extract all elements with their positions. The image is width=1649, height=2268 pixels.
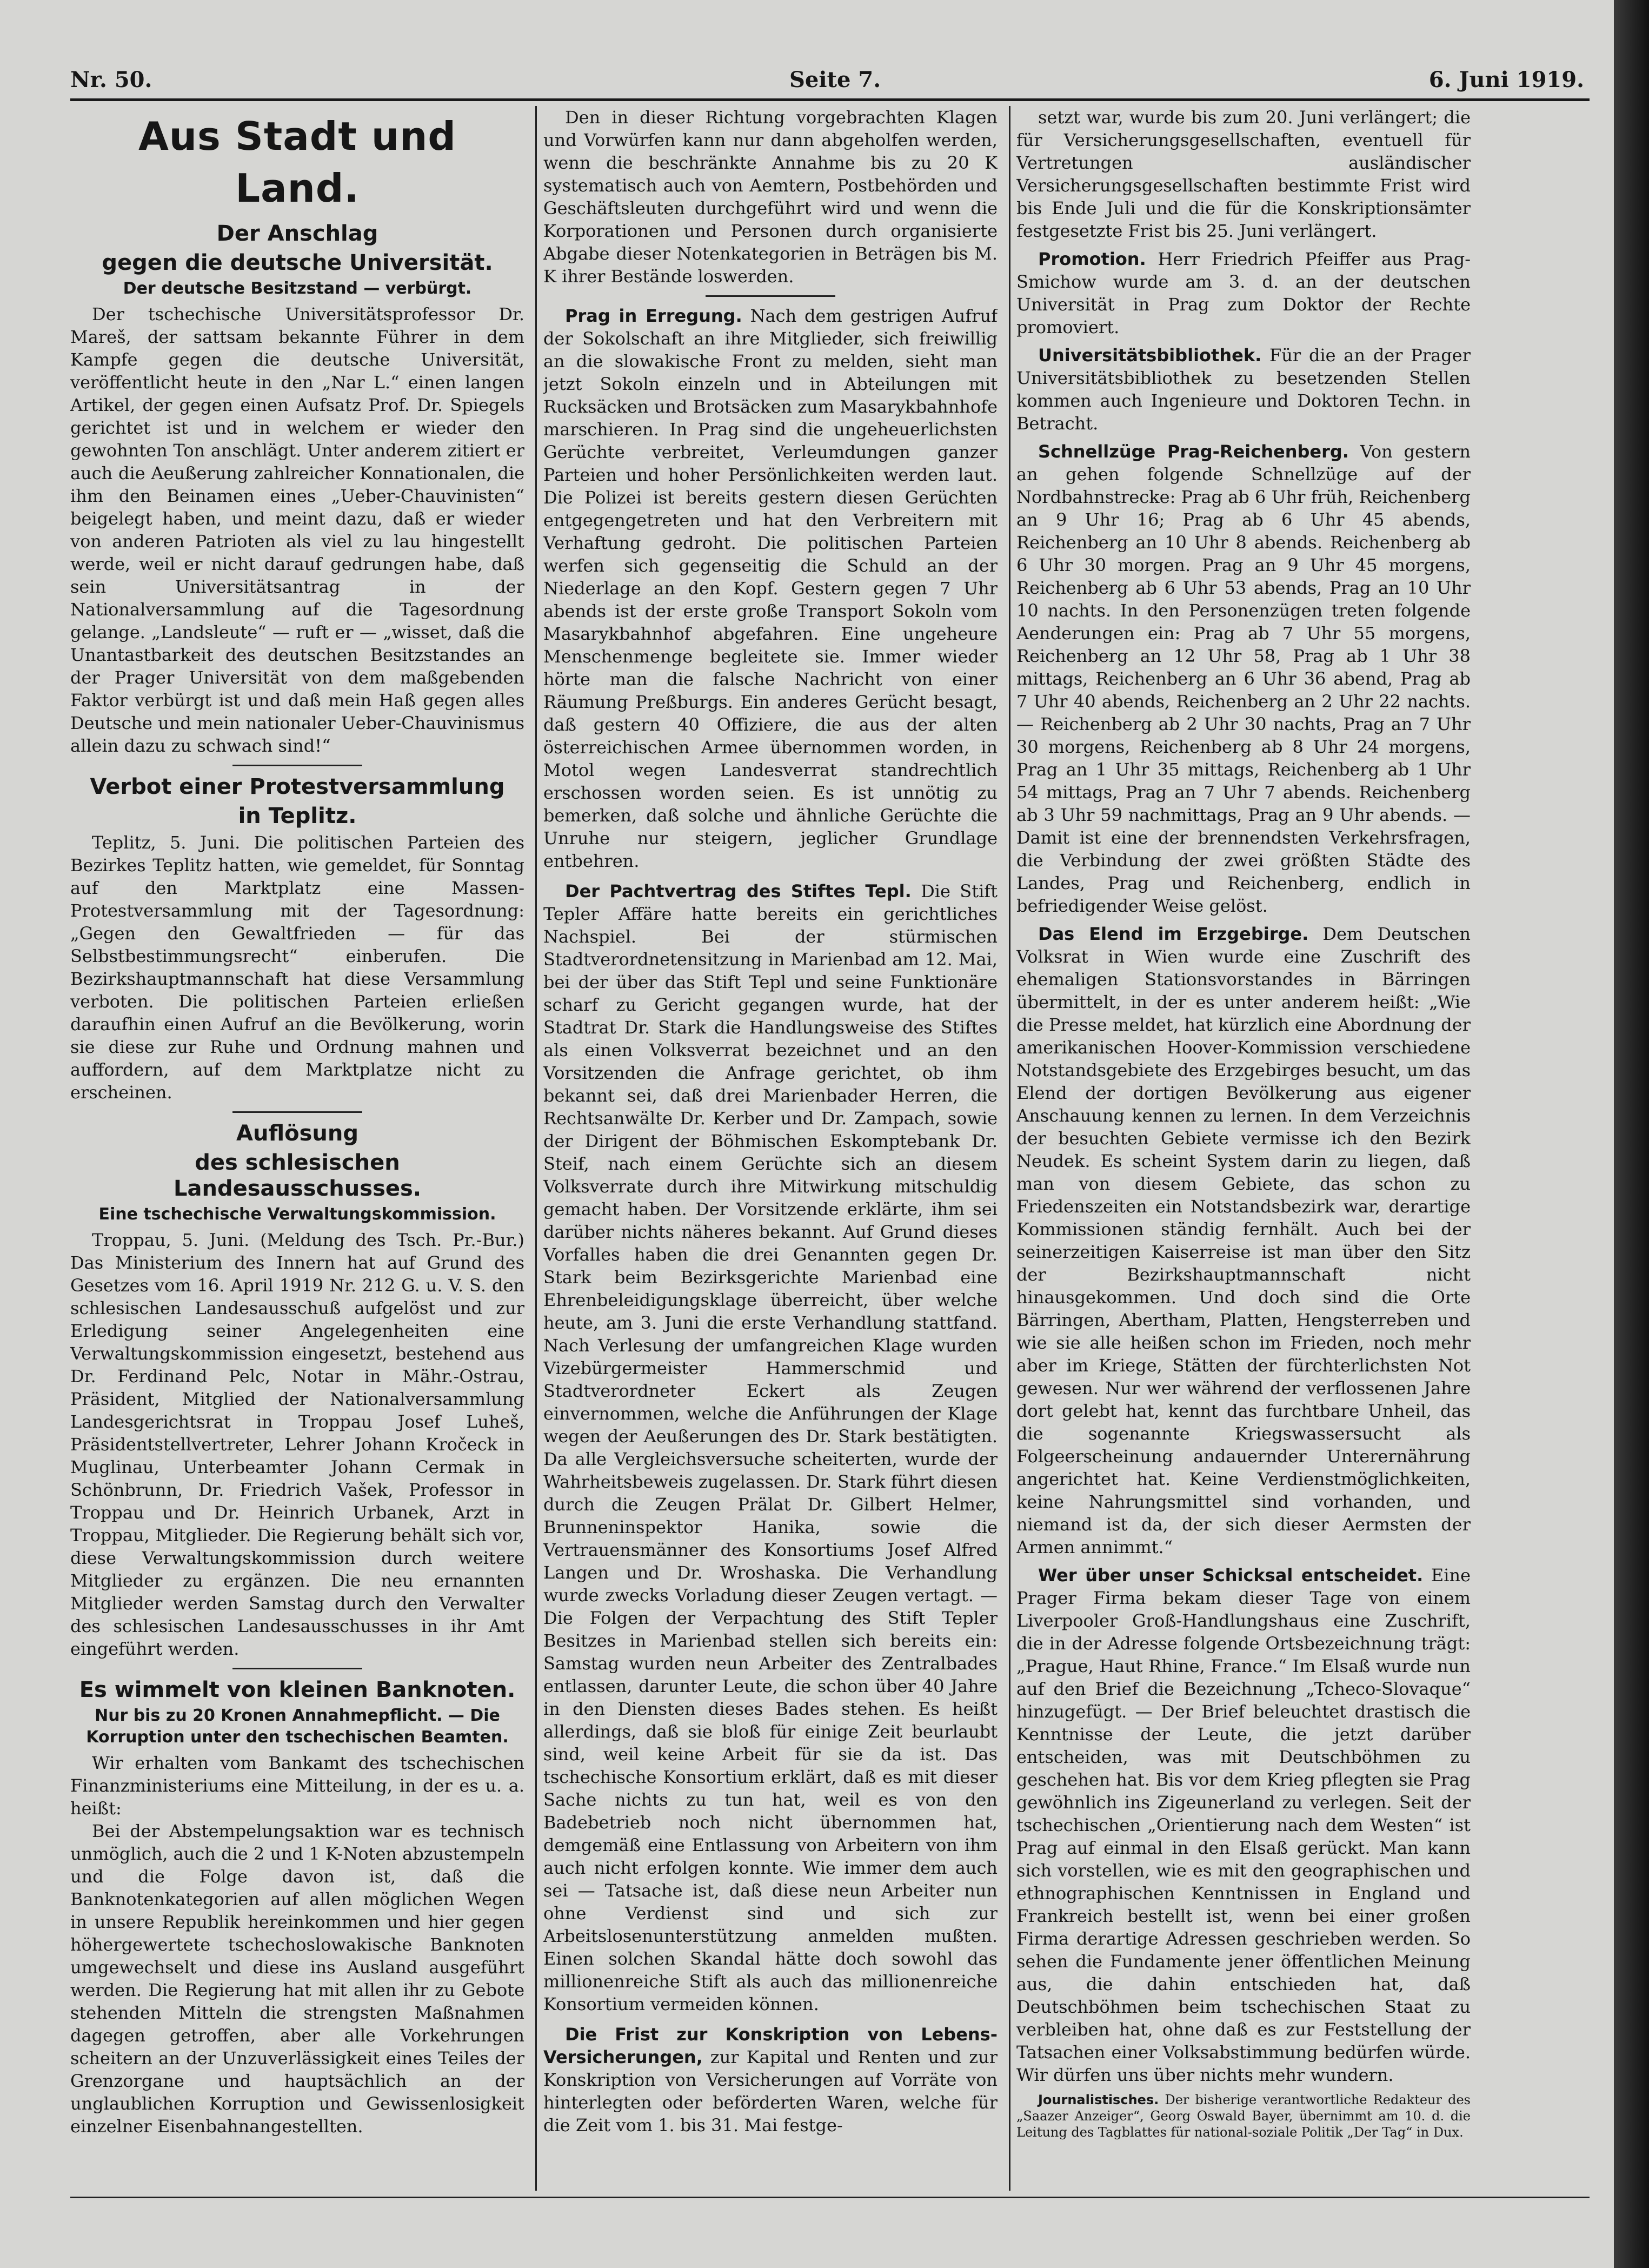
article-headline: Es wimmelt von kleinen Banknoten. <box>79 1677 516 1702</box>
issue-number: Nr. 50. <box>70 67 152 92</box>
news-item <box>543 2023 998 2137</box>
article-body: Bei der Abstempelungsaktion war es technisch unmöglich, auch die 2 und 1 K-Noten abzustempeln und die Folge davon ist, daß die Banknotenkategorien auf allen möglichen Wegen in unsere Republik hereinkommen und hier gegen höhergewertete tschechoslowakische Banknoten umgewechselt und diese ins Ausland ausgeführt werden. Die Regierung hat mit allen ihr zu Gebote stehenden Mitteln die strengsten Maßnahmen dagegen getroffen, aber alle Vorkehrungen scheitern an der Unzuverlässigkeit eines Teiles der Grenzorgane und hauptsächlich an der unglaublichen Korruption und Gewissenlosigkeit einzelner Eisenbahnangestellten. <box>70 1821 524 2137</box>
article-subheadline: Der deutsche Besitzstand — verbürgt. <box>123 279 472 298</box>
article-body: Troppau, 5. Juni. (Meldung des Tsch. Pr.-Bur.) Das Ministerium des Innern hat auf Grund des Gesetzes vom 16. April 1919 Nr. 212 G. u. V. S. den schlesischen Landesausschuß aufgelöst und zur Erledigung seiner Angelegenheiten eine Verwaltungskommission eingesetzt, bestehend aus Dr. Ferdinand Pelc, Notar in Mähr.-Ostrau, Präsident, Mitglied der Nationalversammlung Landesgerichtsrat in Troppau Josef Luheš, Präsidentstellvertreter, Lehrer Johann Kročeck in Muglinau, Unterbeamter Johann Cermak in Schönbrunn, Dr. Friedrich Vašek, Professor in Troppau und Dr. Heinrich Urbanek, Arzt in Troppau, Mitglieder. Die Regierung behält sich vor, diese Verwaltungskommission durch weitere Mitglieder zu ergänzen. Die neu ernannten Mitglieder werden Samstag durch den Verwalter des schlesischen Landesausschusses in ihr Amt eingeführt werden. <box>70 1230 524 1659</box>
column-3 <box>1016 106 1471 2191</box>
article-headline: Verbot einer Protestversammlung <box>90 774 505 799</box>
article-headline: in Teplitz. <box>238 804 357 828</box>
news-item-lead: Wer über unser Schicksal entscheidet. <box>1038 1565 1424 1586</box>
page-header <box>70 61 1590 98</box>
news-item <box>1016 923 1471 1559</box>
news-item-text: Für die an der Prager Universitätsbibliothek zu besetzenden Stellen kommen auch Ingenieure und Doktoren Techn. in Betracht. <box>1016 345 1471 434</box>
news-item-text: Herr Friedrich Pfeiffer aus Prag-Smichow wurde am 3. d. an der deutschen Universität in Prag zum Doktor der Rechte promoviert. <box>1016 249 1471 337</box>
news-item-lead: Der Pachtvertrag des Stiftes Tepl. <box>565 881 912 901</box>
news-item-text: Eine Prager Firma bekam dieser Tage von einem Liverpooler Groß-Handlungshaus eine Zuschrift, die in der Adresse folgende Ortsbezeichnung trägt: „Prague, Haut Rhine, France.“ Im Elsaß wurde nun auf den Brief die Bezeichnung „Tcheco-Slovaque“ hinzugefügt. — Der Brief beleuchtet drastisch die Kenntnisse der Leute, die jetzt darüber entscheiden, was mit Deutschböhmen zu geschehen hat. Bis vor dem Krieg pflegten sie Prag gewöhnlich ins Zigeunerland zu verlegen. Seit der tschechischen „Orientierung nach dem Westen“ ist Prag auf einmal in den Elsaß gerückt. Man kann sich vorstellen, wie es mit den geographischen und ethnographischen Kenntnissen in England und Frankreich bestellt ist, wenn bei einer großen Firma derartige Adressen geschrieben werden. So sehen die Fundamente jener öffentlichen Meinung aus, die dahin entschieden hat, daß Deutschböhmen beim tschechischen Staat zu verbleiben hat, ohne daß es zur Feststellung der Tatsachen einer Volksabstimmung bedürfen würde. Wir dürfen uns über nichts mehr wundern. <box>1016 1565 1471 2085</box>
article-body: Den in dieser Richtung vorgebrachten Klagen und Vorwürfen kann nur dann abgeholfen werden, wenn die beschränkte Annahme bis zu 20 K systematisch auch von Aemtern, Postbehörden und Geschäftsleuten durchgeführt wird und wenn die Korporationen und Personen durch organisierte Abgabe dieser Notenkategorien in Beträgen bis M. K ihrer Bestände loswerden. <box>543 107 998 287</box>
news-item <box>1016 2092 1471 2140</box>
news-item-lead: Schnellzüge Prag-Reichenberg. <box>1038 441 1349 462</box>
news-item-text: Nach dem gestrigen Aufruf der Sokolschaft an ihre Mitglieder, sich freiwillig an die slowakische Front zu melden, sieht man jetzt Sokoln einzeln und in Abteilungen mit Rucksäcken und Brotsäcken zum Masarykbahnhofe marschieren. In Prag sind die ungeheuerlichsten Gerüchte verbreitet, Verleumdungen ganzer Parteien und hoher Persönlichkeiten werden laut. Die Polizei ist bereits gestern diesen Gerüchten entgegengetreten und hat den Verbreitern mit Verhaftung gedroht. Die politischen Parteien werfen sich gegenseitig die Schuld an der Niederlage an den Kopf. Gestern gegen 7 Uhr abends ist der erste große Transport Sokoln vom Masarykbahnhof abgefahren. Eine ungeheure Menschenmenge begleitete sie. Immer wieder hörte man die falsche Nachricht von einer Räumung Preßburgs. Ein anderes Gerücht besagt, daß gestern 40 Offiziere, die aus der alten österreichischen Armee übernommen worden, in Motol wegen Landesverrat standrechtlich erschossen worden seien. Es ist unnötig zu bemerken, daß solche und ähnliche Gerüchte die Unruhe nur steigern, jeglicher Grundlage entbehren. <box>543 306 998 871</box>
news-item <box>543 304 998 872</box>
news-item-text: Dem Deutschen Volksrat in Wien wurde eine Zuschrift des ehemaligen Stationsvorstandes in Bärringen übermittelt, in der es unter anderem heißt: „Wie die Presse meldet, hat kürzlich eine Abordnung der amerikanischen Hoover-Kommission verschiedene Notstandsgebiete des Erzgebirges besucht, um das Elend der dortigen Bevölkerung aus eigener Anschauung kennen zu lernen. In dem Verzeichnis der besuchten Gebiete vermisse ich den Bezirk Neudek. Es scheint System darin zu liegen, daß man von diesem Gebiete, das schon zu Friedenszeiten ein Notstandsbezirk war, derartige Kommissionen ständig fernhält. Auch bei der seinerzeitigen Kaiserreise ist man über den Sitz der Bezirkshauptmannschaft nicht hinausgekommen. Und doch sind die Orte Bärringen, Abertham, Platten, Hengsterreben und wie sie alle heißen schon im Frieden, noch mehr aber im Kriege, Stätten der fürchterlichsten Not gewesen. Nur wer während der verflossenen Jahre dort gelebt hat, kennt das furchtbare Unheil, das die sogenannte Kriegswassersucht als Folgeerscheinung andauernder Unterernährung angerichtet hat. Keine Verdienstmöglichkeiten, keine Nahrungsmittel sind vorhanden, und niemand ist da, der sich dieser Aermsten der Armen annimmt.“ <box>1016 924 1471 1557</box>
news-item-text: Der bisherige verantwortliche Redakteur des „Saazer Anzeiger“, Georg Oswald Bayer, übernimmt am 10. d. die Leitung des Tagblattes für national-soziale Politik „Der Tag“ in Dux. <box>1016 2092 1471 2140</box>
article-headline: gegen die deutsche Universität. <box>102 250 493 275</box>
section-title: Aus Stadt und Land. <box>138 114 456 211</box>
news-item-lead: Prag in Erregung. <box>565 306 742 326</box>
footer-rule <box>70 2197 1590 2198</box>
news-item <box>1016 248 1471 339</box>
page-number: Seite 7. <box>789 67 881 92</box>
article-headline: Der Anschlag <box>216 221 378 246</box>
news-item-text: zur Kapital und Renten und zur Konskription von Versicherungen auf Vorräte von hinterlegten oder beförderten Waren, welche für die Zeit vom 1. bis 31. Mai festge- <box>543 2047 998 2136</box>
news-item-lead: Promotion. <box>1038 249 1146 269</box>
article-body: Der tschechische Universitätsprofessor Dr. Mareš, der sattsam bekannte Führer in dem Kampfe gegen die deutsche Universität, veröffentlicht heute in den „Nar L.“ einen langen Artikel, der gegen einen Aufsatz Prof. Dr. Spiegels gerichtet ist und in welchem er wieder den gewohnten Ton anschlägt. Unter anderem zitiert er auch die Aeußerung zahlreicher Konnationalen, die ihm den Beinamen eines „Ueber-Chauvinisten“ beigelegt haben, und meint dazu, daß er wieder von anderen Patrioten als viel zu lau hingestellt werde, weil er nicht darauf gedrungen habe, daß sein Universitätsantrag in der Nationalversammlung auf die Tagesordnung gelange. „Landsleute“ — ruft er — „wisset, daß die Unantastbarkeit des deutschen Besitzstandes an der Prager Universität von dem maßgebenden Faktor verbürgt ist und daß mein Haß gegen alles Deutsche und mein nationaler Ueber-Chauvinismus allein dazu zu schwach sind!“ <box>70 304 524 756</box>
header-rule <box>70 98 1590 101</box>
news-item-lead: Die Frist zur Konskription von Lebens-Versicherungen, <box>543 2024 998 2067</box>
news-item-text: Von gestern an gehen folgende Schnellzüge auf der Nordbahnstrecke: Prag ab 6 Uhr früh, Reichenberg an 9 Uhr 16; Prag ab 6 Uhr 45 abends, Reichenberg an 10 Uhr 8 abends. Reichenberg ab 6 Uhr 30 morgen. Prag an 9 Uhr 45 morgens, Reichenberg ab 6 Uhr 53 abends, Prag an 10 Uhr 10 nachts. In den Personenzügen treten folgende Aenderungen ein: Prag ab 7 Uhr 55 morgens, Reichenberg an 12 Uhr 58, Prag ab 1 Uhr 38 mittags, Reichenberg an 6 Uhr 36 abend, Prag ab 7 Uhr 40 abends, Reichenberg an 2 Uhr 22 nachts. — Reichenberg ab 2 Uhr 30 nachts, Prag an 7 Uhr 30 morgens, Reichenberg ab 8 Uhr 24 morgens, Prag an 1 Uhr 35 mittags, Reichenberg ab 1 Uhr 54 mittags, Prag an 7 Uhr 7 abends. Reichenberg ab 3 Uhr 59 nachmittags, Prag an 9 Uhr abends. — Damit ist eine der brennendsten Verkehrsfragen, die Verbindung der zwei größten Städte des Landes, Prag und Reichenberg, endlich in befriedigender Weise gelöst. <box>1016 441 1471 916</box>
article-subheadline: Eine tschechische Verwaltungskommission. <box>98 1205 496 1224</box>
article-headline: des schlesischen Landesausschusses. <box>173 1150 422 1201</box>
issue-date: 6. Juni 1919. <box>1428 67 1584 92</box>
article-divider <box>706 295 835 297</box>
column-2 <box>543 106 998 2191</box>
news-item-text: Die Stift Tepler Affäre hatte bereits ein gerichtliches Nachspiel. Bei der stürmischen Stadtverordnetensitzung in Marienbad am 12. Mai, bei der über das Stift Tepl und seine Funktionäre scharf zu Gericht gegangen wurde, hat der Stadtrat Dr. Stark die Handlungsweise des Stiftes als einen Volksverrat bezeichnet und an den Vorsitzenden die Anfrage gerichtet, ob ihm bekannt sei, daß drei Marienbader Herren, die Rechtsanwälte Dr. Kerber und Dr. Zampach, sowie der Dirigent der Böhmischen Eskomptebank Dr. Steif, nach einem Gerüchte sich an diesem Volksverrate durch ihre Mitwirkung mitschuldig gemacht haben. Der Vorsitzende erklärte, ihm sei darüber nichts näheres bekannt. Auf Grund dieses Vorfalles haben die drei Genannten gegen Dr. Stark beim Bezirksgerichte Marienbad eine Ehrenbeleidigungsklage überreicht, über welche heute, am 3. Juni die erste Verhandlung stattfand. Nach Verlesung der umfangreichen Klage wurden Vizebürgermeister Hammerschmid und Stadtverordneter Eckert als Zeugen einvernommen, welche die Anführungen der Klage wegen der Aeußerungen des Dr. Stark bestätigten. Da alle Vergleichsversuche scheiterten, wurde der Wahrheitsbeweis zugelassen. Dr. Stark führt diesen durch die Zeugen Prälat Dr. Gilbert Helmer, Brunneninspektor Hanika, sowie die Vertrauensmänner des Konsortiums Josef Alfred Langen und Dr. Wroshaska. Die Verhandlung wurde zwecks Vorladung dieser Zeugen vertagt. — Die Folgen der Verpachtung des Stift Tepler Besitzes in Marienbad stellen sich bereits ein: Samstag wurden neun Arbeiter des Zentralbades entlassen, darunter Leute, die schon über 40 Jahre in den Diensten dieses Bades stehen. Es heißt allerdings, daß sie bloß für einige Zeit beurlaubt sind, weil keine Arbeit für sie da ist. Das tschechische Konsortium erklärt, daß es mit dieser Sache nichts zu tun hat, weil es von den Badebetrieb noch nicht übernommen hat, demgemäß eine Entlassung von Arbeitern von ihm auch nicht erfolgen konnte. Wie immer dem auch sei — Tatsache ist, daß diese neun Arbeiter nun ohne Verdienst sind und sich zur Arbeitslosenunterstützung anmelden mußten. Einen solchen Skandal hätte doch sowohl das millionenreiche Stift als auch das millionenreiche Konsortium vermeiden können. <box>543 881 998 2014</box>
article-divider <box>232 1668 362 1669</box>
article-divider <box>232 1111 362 1113</box>
news-item-lead: Journalistisches. <box>1038 2092 1159 2107</box>
column-1 <box>70 106 524 2191</box>
news-item <box>1016 440 1471 917</box>
news-item-lead: Universitätsbibliothek. <box>1038 345 1262 366</box>
news-item-lead: Das Elend im Erzgebirge. <box>1038 924 1309 944</box>
page-edge-shadow <box>1614 0 1649 2268</box>
column-divider <box>535 106 537 2191</box>
article-subheadline: Nur bis zu 20 Kronen Annahmepflicht. — Die Korruption unter den tschechischen Beamten. <box>86 1706 509 1747</box>
column-divider <box>1009 106 1010 2191</box>
news-item <box>543 880 998 2015</box>
article-body: setzt war, wurde bis zum 20. Juni verlängert; die für Versicherungsgesellschaften, eventuell für Vertretungen ausländischer Versicherungsgesellschaften bestimmte Frist wird bis Ende Juli und die für die Konskriptionsämter festgesetzte Frist bis 25. Juni verlängert. <box>1016 107 1471 241</box>
news-item <box>1016 344 1471 435</box>
article-body: Wir erhalten vom Bankamt des tschechischen Finanzministeriums eine Mitteilung, in der es u. a. heißt: <box>70 1753 524 1819</box>
article-divider <box>232 765 362 766</box>
article-body: Teplitz, 5. Juni. Die politischen Parteien des Bezirkes Teplitz hatten, wie gemeldet, für Sonntag auf den Marktplatz eine Massen-Protestversammlung mit der Tagesordnung: „Gegen den Gewaltfrieden — für das Selbstbestimmungsrecht“ einberufen. Die Bezirkshauptmannschaft hat diese Versammlung verboten. Die politischen Parteien erließen daraufhin einen Aufruf an die Bevölkerung, worin sie diese zur Ruhe und Ordnung mahnen und auffordern, auf dem Marktplatze nicht zu erscheinen. <box>70 832 524 1103</box>
article-headline: Auflösung <box>236 1121 358 1146</box>
news-item <box>1016 1564 1471 2086</box>
